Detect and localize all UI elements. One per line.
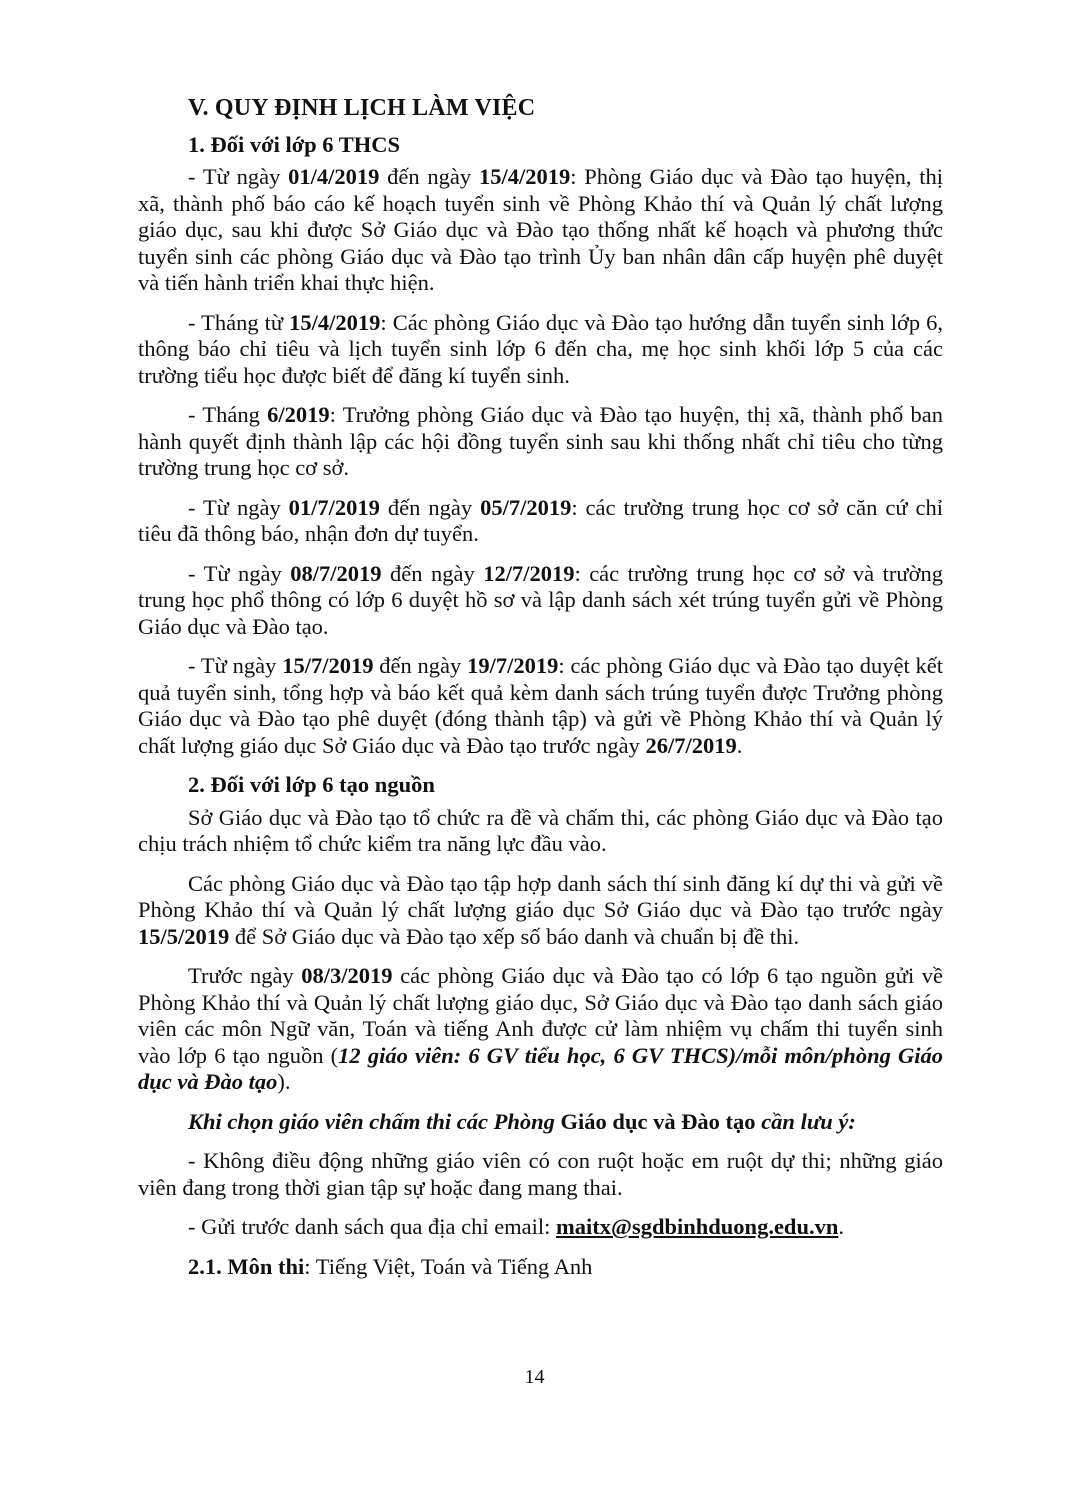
paragraph-p2-1: Sở Giáo dục và Đào tạo tổ chức ra đề và chấm thi, các phòng Giáo dục và Đào tạo chịu trách nhiệm tổ chức kiểm tra năng lực đầu vào. (138, 804, 943, 856)
paragraph-p2-2: Các phòng Giáo dục và Đào tạo tập hợp danh sách thí sinh đăng kí dự thi và gửi về Phòng Khảo thí và Quản lý chất lượng giáo dục Sở Giáo dục và Đào tạo trước ngày 15/5/2019 để Sở Giáo dục và Đào tạo xếp số báo danh và chuẩn bị đề thi. (138, 870, 943, 949)
email-link[interactable]: maitx@sgdbinhduong.edu.vn (556, 1214, 839, 1239)
section-title: V. QUY ĐỊNH LỊCH LÀM VIỆC (188, 95, 536, 121)
page-number: 14 (524, 1366, 545, 1388)
paragraph-p1-1: - Từ ngày 01/4/2019 đến ngày 15/4/2019: Phòng Giáo dục và Đào tạo huyện, thị xã, thành phố báo cáo kế hoạch tuyển sinh về Phòng Khảo thí và Quản lý chất lượng giáo dục, sau khi được Sở Giáo dục và Đào tạo thống nhất kế hoạch và phương thức tuyển sinh các phòng Giáo dục và Đào tạo trình Ủy ban nhân dân cấp huyện phê duyệt và tiến hành triển khai thực hiện. (138, 164, 943, 295)
part2-title: 2. Đối với lớp 6 tạo nguồn (188, 772, 435, 797)
part1-title: 1. Đối với lớp 6 THCS (188, 131, 401, 157)
note-heading: Khi chọn giáo viên chấm thi các Phòng Giáo dục và Đào tạo cần lưu ý: (188, 1108, 856, 1134)
paragraph-p2-3: Trước ngày 08/3/2019 các phòng Giáo dục và Đào tạo có lớp 6 tạo nguồn gửi về Phòng Khảo thí và Quản lý chất lượng giáo dục, Sở Giáo dục và Đào tạo danh sách giáo viên các môn Ngữ văn, Toán và tiếng Anh được cử làm nhiệm vụ chấm thi tuyển sinh vào lớp 6 tạo nguồn (12 giáo viên: 6 GV tiểu học, 6 GV THCS)/mỗi môn/phòng Giáo dục và Đào tạo). (138, 963, 943, 1094)
paragraph-p1-3: - Tháng 6/2019: Trưởng phòng Giáo dục và Đào tạo huyện, thị xã, thành phố ban hành quyết định thành lập các hội đồng tuyển sinh sau khi thống nhất chỉ tiêu cho từng trường trung học cơ sở. (138, 402, 943, 480)
note-bullet-2: - Gửi trước danh sách qua địa chỉ email: maitx@sgdbinhduong.edu.vn. (188, 1214, 844, 1239)
paragraph-p1-4: - Từ ngày 01/7/2019 đến ngày 05/7/2019: các trường trung học cơ sở căn cứ chỉ tiêu đã thông báo, nhận đơn dự tuyển. (138, 494, 943, 546)
paragraph-p1-2: - Tháng từ 15/4/2019: Các phòng Giáo dục và Đào tạo hướng dẫn tuyển sinh lớp 6, thông báo chỉ tiêu và lịch tuyển sinh lớp 6 đến cha, mẹ học sinh khối lớp 5 của các trường tiểu học được biết để đăng kí tuyển sinh. (138, 309, 944, 388)
paragraph-p1-5: - Từ ngày 08/7/2019 đến ngày 12/7/2019: các trường trung học cơ sở và trường trung học phổ thông có lớp 6 duyệt hồ sơ và lập danh sách xét trúng tuyển gửi về Phòng Giáo dục và Đào tạo. (138, 560, 943, 639)
paragraph-p1-6: - Từ ngày 15/7/2019 đến ngày 19/7/2019: các phòng Giáo dục và Đào tạo duyệt kết quả tuyển sinh, tổng hợp và báo kết quả kèm danh sách trúng tuyển được Trưởng phòng Giáo dục và Đào tạo phê duyệt (đóng thành tập) và gửi về Phòng Khảo thí và Quản lý chất lượng giáo dục Sở Giáo dục và Đào tạo trước ngày 26/7/2019. (138, 653, 944, 758)
subject-line: 2.1. Môn thi: Tiếng Việt, Toán và Tiếng Anh (188, 1253, 593, 1279)
document-page (138, 95, 943, 1293)
note-bullet-1: - Không điều động những giáo viên có con ruột hoặc em ruột dự thi; những giáo viên đang trong thời gian tập sự hoặc đang mang thai. (138, 1148, 943, 1200)
